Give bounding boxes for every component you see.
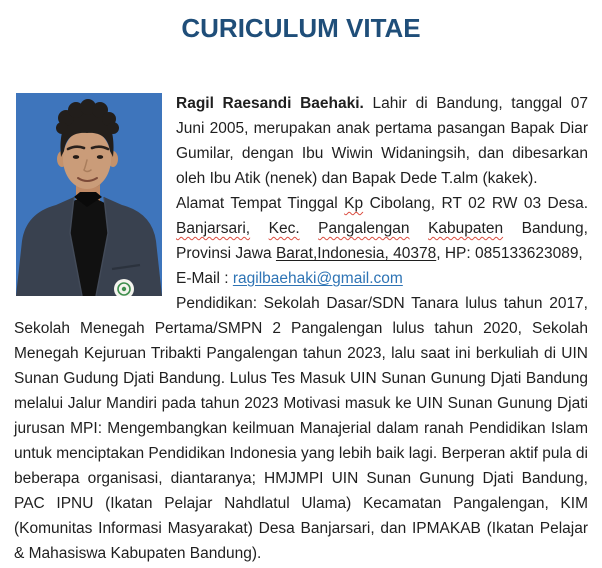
page-title: CURICULUM VITAE (181, 13, 421, 43)
address-mid2: Bandung, Provinsi Jawa (176, 220, 588, 262)
email-label: E-Mail : (176, 270, 229, 287)
email-link[interactable]: ragilbaehaki@gmail.com (232, 270, 403, 287)
address-kp-misspelled: Kp (344, 195, 364, 212)
bio-intro-text: Lahir di Bandung, tanggal 07 Juni 2005, merupakan anak pertama pasangan Bapak Diar Gumilar, dengan Ibu Wiwin Widaningsih, dan dibesarkan oleh Ibu Atik (nenek) dan Bapak Dede T.alm (kakek). (176, 95, 589, 187)
education-text: Pendidikan: Sekolah Dasar/SDN Tanara lulus tahun 2017, Sekolah Menegah Pertama/SMPN 2 Pangalengan lulus tahun 2020, Sekolah Menegah Kejuruan Tribakti Pangalengan tahun 2023, lalu saat ini berkuliah di UIN Sunan Gudung Djati Bandung. Lulus Tes Masuk UIN Sunan Gunung Djati Bandung melalui Jalur Mandiri pada tahun 2023 Motivasi masuk ke UIN Sunan Gunung Djati jurusan MPI: Mengembangkan keilmuan Manajerial dalam ranah Pendidikan Islam untuk menciptakan Pendidikan Indonesia yang lebih baik lagi. Berperan aktif pula di beberapa organisasi, diantaranya; HMJMPI UIN Sunan Gunung Djati Bandung, PAC IPNU (Ikatan Pelajar Nahdlatul Ulama) Kecamatan Pangalengan, KIM (Komunitas Informasi Masyarakat) Desa Banjarsari, dan IPMAKAB (Ikatan Pelajar & Mahasiswa Kabupaten Bandung). (14, 295, 588, 562)
address-kec-misspelled: Kec. (268, 220, 300, 237)
address-suffix: , HP: 085133623089, (436, 245, 583, 262)
address-pangalengan-misspelled: Pangalengan (318, 220, 410, 237)
address-banjarsari-misspelled: Banjarsari, (176, 220, 251, 237)
person-name: Ragil Raesandi Baehaki. (176, 95, 364, 112)
address-kabupaten-misspelled: Kabupaten (428, 220, 504, 237)
address-underlined-part: Barat,Indonesia, 40378 (275, 245, 437, 262)
cv-body (14, 91, 588, 566)
profile-photo (16, 93, 162, 296)
portrait-illustration (16, 93, 162, 296)
address-prefix: Alamat Tempat Tinggal (176, 195, 338, 212)
address-mid1: Cibolang, RT 02 RW 03 Desa. (369, 195, 589, 212)
